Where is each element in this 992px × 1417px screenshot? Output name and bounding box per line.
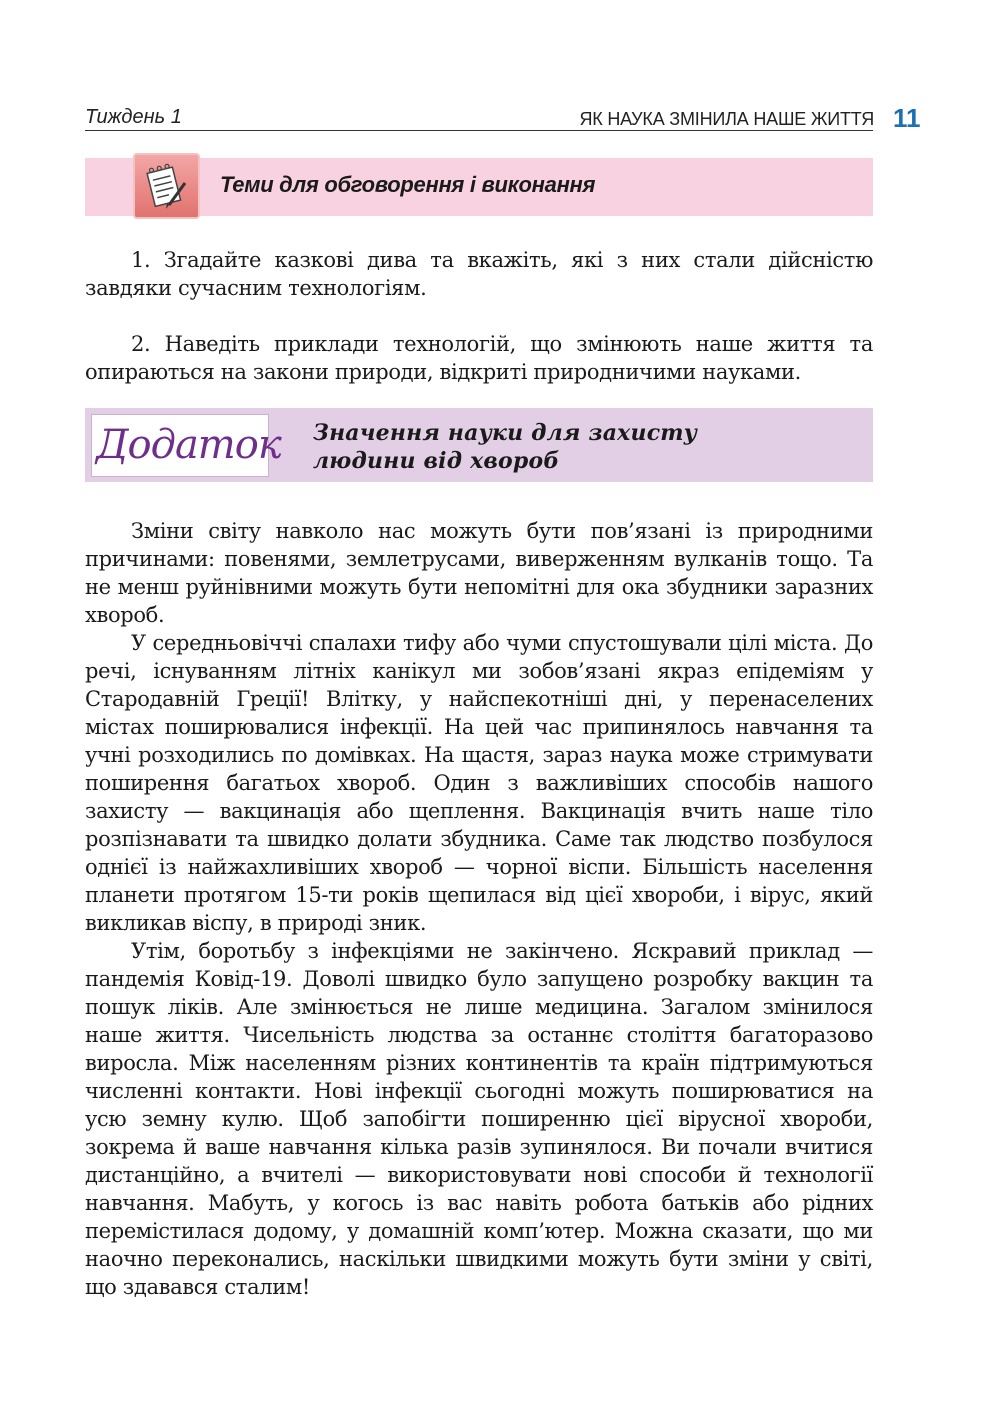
topic-item-1: 1. Згадайте казкові дива та вкажіть, які з них стали дійсністю завдяки сучасним технологіям. — [85, 248, 873, 300]
appendix-title-line-2: людини від хвороб — [313, 448, 560, 474]
chapter-title: ЯК НАУКА ЗМІНИЛА НАШЕ ЖИТТЯ — [579, 109, 874, 129]
header-rule — [85, 130, 873, 131]
topic-item-2: 2. Наведіть приклади технологій, що змінюють наше життя та опираються на закони природи, відкриті природничими науками. — [85, 332, 873, 384]
week-label: Тиждень 1 — [85, 106, 182, 128]
body-paragraph-1: Зміни світу навколо нас можуть бути пов’язані із природними причинами: повенями, землетрусами, виверженням вулканів тощо. Та не менш руйнівними можуть бути непомітні для ока збудники заразних хвороб. — [85, 519, 873, 627]
page-number: 11 — [893, 103, 921, 133]
appendix-title-line-1: Значення науки для захисту — [313, 420, 698, 446]
body-paragraph-3: Утім, боротьбу з інфекціями не закінчено. Яскравий приклад — пандемія Ковід-19. Доволі швидко було запущено розробку вакцин та пошук ліків. Але змінюється не лише медицина. Загалом змінилося наше життя. Чисельність людства за останнє століття багаторазово виросла. Між населенням різних континентів та країн підтримуються численні контакти. Нові інфекції сьогодні можуть поширюватися на усю земну кулю. Щоб запобігти поширенню цієї вірусної хвороби, зокрема й ваше навчання кілька разів зупинялося. Ви почали вчитися дистанційно, а вчителі — використовувати нові способи й технології навчання. Мабуть, у когось із вас навіть робота батьків або рідних перемістилася додому, у домашній комп’ютер. Можна сказати, що ми наочно переконались, наскільки швидкими можуть бути зміни у світі, що здавався сталим! — [85, 939, 873, 1299]
body-paragraph-2: У середньовіччі спалахи тифу або чуми спустошували цілі міста. До речі, існуванням літніх канікул ми зобов’язані якраз епідеміям у Стародавній Греції! Влітку, у найспекотніші дні, у перенаселених містах поширювалися інфекції. На цей час припинялось навчання та учні розходились по домівках. На щастя, зараз наука може стримувати поширення багатьох хвороб. Один з важливіших способів нашого захисту — вакцинація або щеплення. Вакцинація вчить наше тіло розпізнавати та швидко долати збудника. Саме так людство позбулося однієї із найжахливіших хвороб — чорної віспи. Більшість населення планети протягом 15-ти років щепилася від цієї хвороби, і вірус, який викликав віспу, в природі зник. — [85, 631, 873, 935]
appendix-title — [313, 419, 813, 475]
appendix-label: Додаток — [96, 422, 281, 468]
topics-title: Теми для обговорення і виконання — [220, 172, 596, 197]
notepad-pencil-icon — [133, 153, 200, 219]
